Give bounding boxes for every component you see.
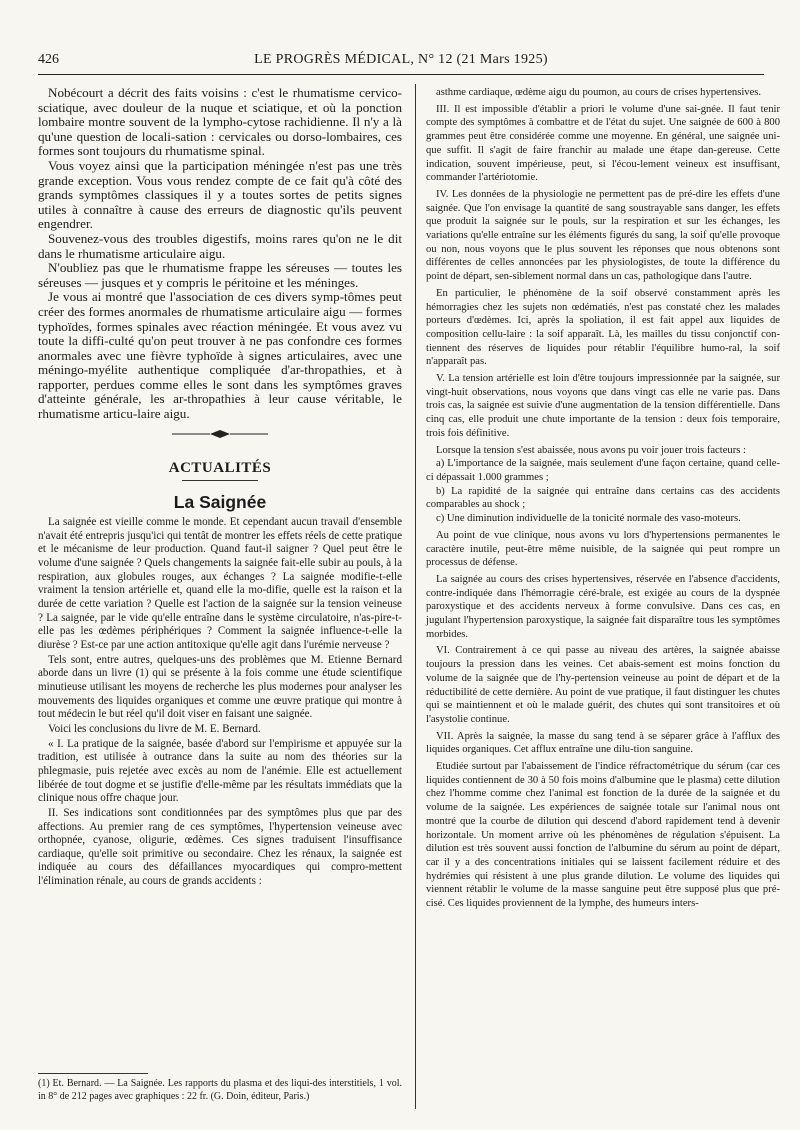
footnote: [38, 1067, 402, 1104]
paragraph: La saignée est vieille comme le monde. Et cependant aucun travail d'ensemble n'avait été entrepris jusqu'ici qui tentât de montrer les effets réels de cette pratique et le mécanisme de leur production. Quand faut-il saigner ? Quel peut être le volume d'une saignée ? Quels changements la saignée fait-elle subir au pouls, à la respiration, aux globules rouges, aux échanges ? La saignée modifie-t-elle vraiment la tension artérielle et, quand elle la mo-difie, quelle est la raison et la durée de cette variation ? Quelle est l'action de la saignée sur la tension veineuse ? La saignée, par le vide qu'elle entraîne dans le système circulatoire, n'as-pire-t-elle pas les œdèmes périphériques ? Comment la saignée influence-t-elle la diurèse ? Est-ce par une action antitoxique qu'elle agit dans l'urémie nerveuse ?: [38, 516, 402, 651]
list-item: b) La rapidité de la saignée qui entraîne dans certains cas des accidents comparables au shock ;: [426, 485, 780, 511]
article-title: La Saignée: [173, 491, 267, 512]
lecture-conclusion: [38, 86, 402, 422]
paragraph: III. Il est impossible d'établir a priori le volume d'une sai-gnée. Il faut tenir compte des symptômes à combattre et de l'état du sujet. Une saignée de 600 à 800 grammes peut être considérée comme une moyenne. En général, une saignée uni-que suffit. Il s'agit de faire franchir au malade une étape dan-gereuse. Cette indication, souvent impérieuse, peut, si l'écou-lement veineux est insuffisant, commander l'artériotomie.: [426, 103, 780, 184]
paragraph: « I. La pratique de la saignée, basée d'abord sur l'empirisme et appuyée sur la tradition, est utilisée à outrance dans la suite au nom des théories sur la phlegmasie, puis rejetée avec excès au nom de l'anémie. Elle est actuellement libérée de tout dogme et se justifie d'elle-même par les résultats immédiats que la clinique nous offre chaque jour.: [38, 737, 402, 805]
right-column: [426, 86, 780, 911]
page-number: 426: [38, 52, 59, 67]
paragraph: Voici les conclusions du livre de M. E. Bernard.: [48, 722, 261, 735]
paragraph: Je vous ai montré que l'association de ces divers symp-tômes peut créer des formes anormales de rhumatisme articulaire aigu — formes typhoïdes, formes spinales avec réaction méningée. Et vous avez vu toute la diffi-culté qu'on peut trouver à ne pas confondre ces formes anormales avec une fièvre typhoïde à signes articulaires, avec une méningo-myélite authentique compliquée d'ar-thropathies, et à rapporter, perdues comme elles le sont dans les symptômes graves d'atteinte générale, les ar-thropathies à leur cause véritable, le rhumatisme articu-laire aigu.: [38, 289, 402, 422]
paragraph: Souvenez-vous des troubles digestifs, moins rares qu'on ne le dit dans le rhumatisme articulaire aigu.: [38, 230, 402, 261]
paragraph: IV. Les données de la physiologie ne permettent pas de pré-dire les effets d'une saignée. Que l'on envisage la quantité de sang soustrayable sans danger, les effets que produit la saignée sur le pouls, sur la respiration et sur les échanges, les variations qu'elle entraîne sur les éléments figurés du sang, la soif qu'elle provoque ou non, nous voyons que le plus souvent les réponses que nous obtenons sont différentes de celles annoncées par les physiologistes, de toute la différence du point de départ, sen-siblement normal dans un cas, pathologique dans l'autre.: [426, 188, 780, 283]
page-header: [38, 52, 764, 75]
left-column: [38, 86, 402, 889]
paragraph: Nobécourt a décrit des faits voisins : c'est le rhumatisme cervico-sciatique, avec douleur de la nuque et sciatique, et où la ponction lombaire montre souvent de la lympho-cytose rachidienne. Il n'y a là qu'une question de locali-sation : cervicales ou dorso-lombaires, ces formes sont toujours du rhumatisme spinal.: [38, 85, 402, 159]
paragraph: Etudiée surtout par l'abaissement de l'indice réfractométrique du sérum (car ces liquides contiennent de 30 à 50 fois moins d'albumine que le plasma) cette dilution chez l'homme comme chez l'animal est fonction de la durée de la saignée et du volume de la saignée. Les expériences de saignée totale sur l'animal nous ont montré que la courbe de dilution qui descend d'abord rapidement tend à devenir horizontale. Un moment arrive où les phénomènes de régulation s'épuisent. La dilution est très souvent aussi fonction de l'albumine du sérum au point de départ, car il y a des concentrations initiales qui se laissent facilement réduire et des hydrémies qui résistent à une plus grande dilution. Le volume des liquides qui viennent rétablir le volume de la masse sanguine peut être supposé plus que pré-cisé. Ces liquides proviennent de la lymphe, des humeurs inters-: [426, 761, 780, 910]
section-heading: ACTUALITÉS: [168, 459, 272, 476]
ornament-divider: [38, 429, 402, 439]
article-body: [38, 516, 402, 889]
paragraph: VII. Après la saignée, la masse du sang tend à se séparer grâce à l'afflux des liquides organiques. Cet afflux entraîne une dilu-tion sanguine.: [426, 730, 780, 756]
paragraph: Vous voyez ainsi que la participation méningée n'est pas une très grande exception. Vous vous rendez compte de ce fait qu'à côté des grands symptômes classiques il y a toutes sortes de petits signes utiles à connaître à cause des erreurs de diagnostic qu'ils peuvent engendrer.: [38, 157, 402, 232]
list-item: a) L'importance de la saignée, mais seulement d'une façon certaine, quand celle-ci dépassait 1.000 grammes ;: [426, 458, 780, 483]
paragraph: La saignée au cours des crises hypertensives, réservée en l'absence d'accidents, contre-indiquée dans l'hémorragie céré-brale, est exigée au cours de la dyspnée paroxystique et des accidents nerveux à forme convulsive. Dans ces cas, en jugulant l'hypertension paroxystique, la saignée fait disparaître tous les symptômes morbides.: [426, 573, 780, 640]
list-item: c) Une diminution individuelle de la tonicité normale des vaso-moteurs.: [436, 513, 741, 525]
section-rule: [182, 480, 258, 481]
footnote-text: (1) Et. Bernard. — La Saignée. Les rapports du plasma et des liqui-des interstitiels, 1 vol. in 8° de 212 pages avec graphiques : 22 fr. (G. Doin, éditeur, Paris.): [38, 1078, 402, 1102]
paragraph: VI. Contrairement à ce qui passe au niveau des artères, la saignée abaisse toujours la pression dans les veines. Cet abais-sement est moins fonction du volume de la saignée que de l'hy-pertension veineuse au point de départ et de la réductibilité de cette dernière. Au point de vue pratique, il faut distinguer les chutes qui se maintiennent et où le malade guérit, des chutes qui sont transitoires et où l'asystolie continue.: [426, 645, 780, 725]
footnote-rule: [38, 1073, 148, 1074]
paragraph: Au point de vue clinique, nous avons vu lors d'hypertensions permanentes le caractère inutile, peut-être même nuisible, de la saignée qui peut rompre un processus de défense.: [426, 529, 780, 569]
column-divider: [415, 84, 416, 1109]
paragraph: En particulier, le phénomène de la soif observé constamment après les hémorragies chez les sujets non œdématiés, n'est pas constaté chez les malades porteurs d'œdèmes. Ici, après la spoliation, il est fait appel aux liquides de composition cellu-laire : la soif apparaît. Là, les mailles du tissu conjonctif con-tiennent des réserves de liquides pour rétablir l'équilibre humo-ral, la soif n'apparaît pas.: [426, 287, 780, 368]
journal-title: LE PROGRÈS MÉDICAL, N° 12 (21 Mars 1925): [254, 52, 548, 67]
paragraph: Lorsque la tension s'est abaissée, nous avons pu voir jouer trois facteurs :: [436, 444, 746, 456]
paragraph: V. La tension artérielle est loin d'être toujours impressionnée par la saignée, sur vingt-huit observations, nous voyons que dans vingt cas elle ne varie pas. Dans trois cas, la saignée est suivie d'une augmentation de la tension différentielle. Dans cinq cas, elle produit une chute importante de la tension : deux fois temporaire, trois fois définitive.: [426, 373, 780, 439]
paragraph: II. Ses indications sont conditionnées par des symptômes plus que par des affections. Au premier rang de ces symptômes, l'hypertension veineuse avec orthopnée, cyanose, oligurie, œdèmes. Ces signes traduisent l'insuffisance cardiaque, qu'elle soit primitive ou secondaire. Chez les rénaux, la saignée est indiquée au cours des défaillances myocardiques qui compro-mettent l'élimination rénale, au cours de grands accidents :: [38, 806, 402, 888]
paragraph: Tels sont, entre autres, quelques-uns des problèmes que M. Etienne Bernard aborde dans un livre (1) qui se présente à la fois comme une étude scientifique minutieuse utilisant les moyens de recherche les plus modernes pour analyser les mouvements des liquides organiques et comme une œuvre pratique qui montre à tout médecin le but réel qu'il doit viser en faisant une saignée.: [38, 653, 402, 721]
paragraph: N'oubliez pas que le rhumatisme frappe les séreuses — toutes les séreuses — jusques et y compris le péritoine et les méninges.: [38, 260, 402, 290]
paragraph: asthme cardiaque, œdème aigu du poumon, au cours de crises hypertensives.: [436, 87, 762, 98]
